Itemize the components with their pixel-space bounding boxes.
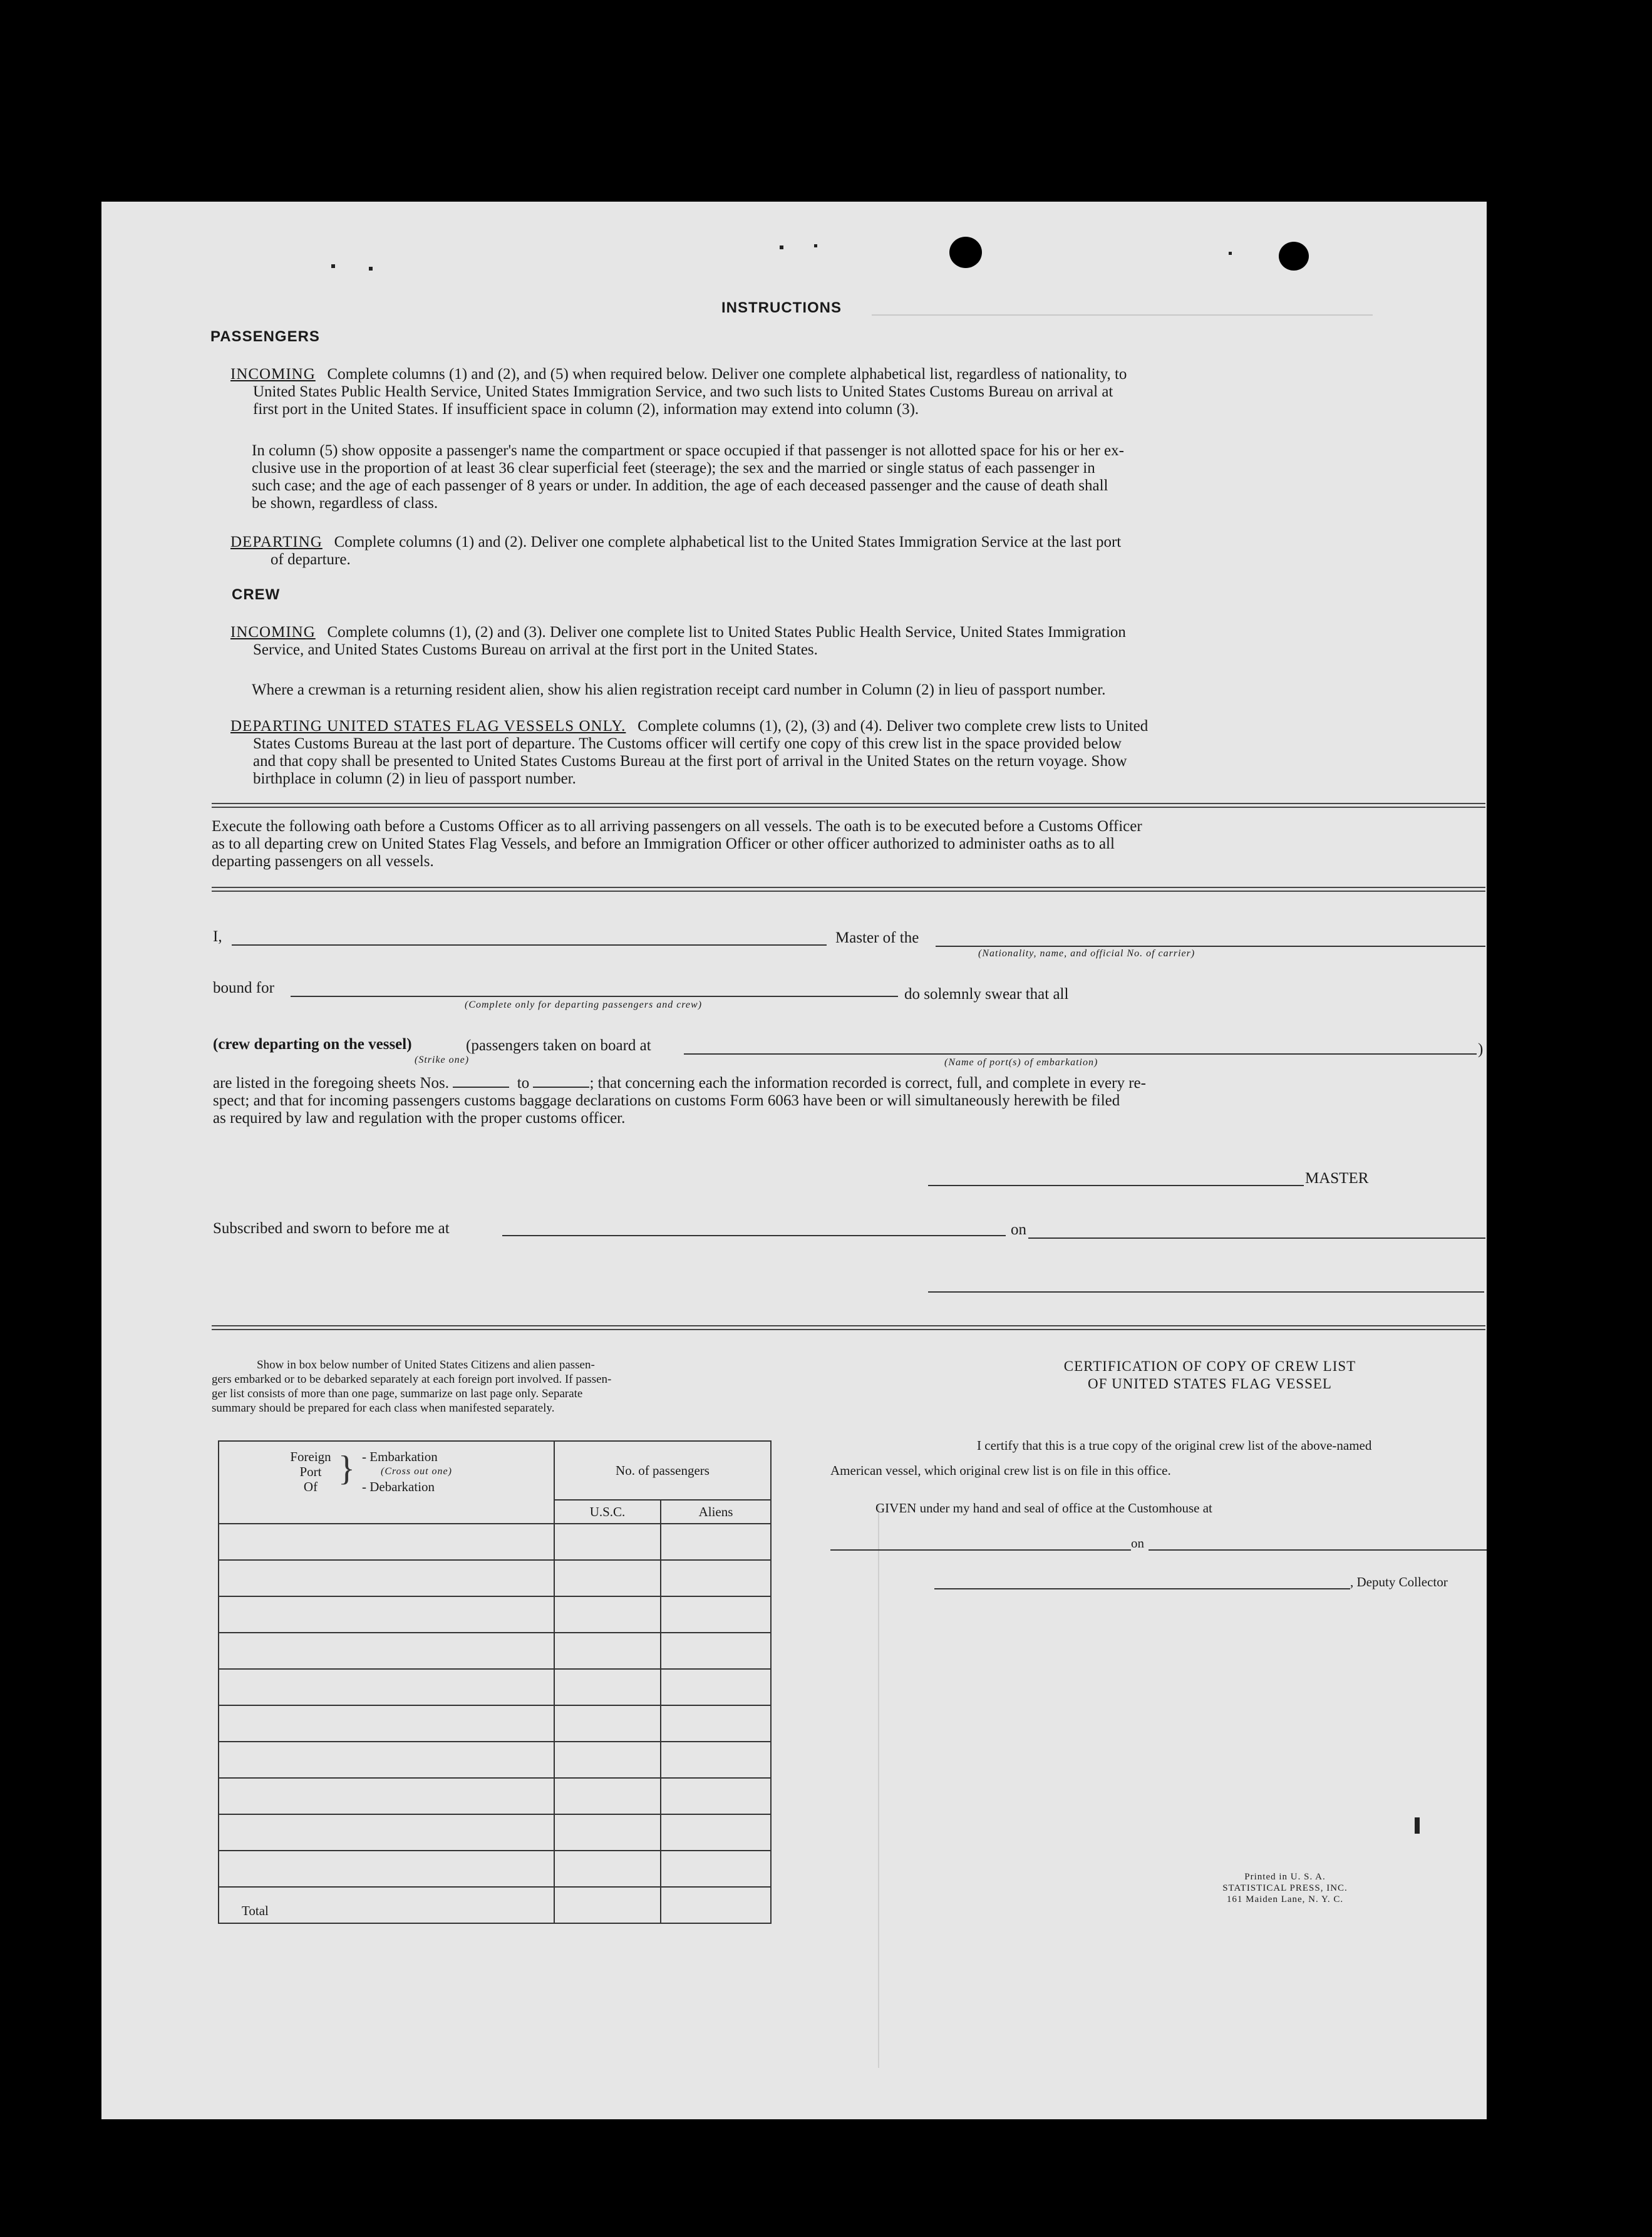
close-paren: ) <box>1478 1041 1484 1058</box>
bound-for-field[interactable] <box>291 996 898 997</box>
swear-label: do solemnly swear that all <box>904 986 1069 1003</box>
bound-for-label: bound for <box>213 979 274 996</box>
master-name-field[interactable] <box>232 944 827 946</box>
printer-imprint: Printed in U. S. A. STATISTICAL PRESS, INC. 161 Maiden Lane, N. Y. C. <box>1222 1872 1348 1904</box>
crew-departing-block: DEPARTING UNITED STATES FLAG VESSELS ONLY. Complete columns (1), (2), (3) and (4). Deliver two complete crew lists to United States Customs Bureau at the last port of departure. The Customs officer will certify one copy of this crew list in the space provided below and that copy shall be presented to United States Customs Bureau at the first port of arrival in the United States on the return voyage. Show birthplace in column (2) in lieu of passport number. <box>230 718 1149 787</box>
table-row <box>219 1633 771 1669</box>
page-title: INSTRUCTIONS <box>721 299 842 316</box>
usc-header: U.S.C. <box>554 1500 661 1524</box>
table-row <box>219 1596 771 1633</box>
table-row <box>219 1742 771 1778</box>
passenger-summary-table <box>218 1440 772 1924</box>
listed-sheets-block: are listed in the foregoing sheets Nos. to ; that concerning each the information recorded is correct, full, and complete in every re- spect; and that for incoming passengers customs baggage declarations on customs Form 6063 have been or will simultaneously herewith be filed as required by law and regulation with the proper customs officer. <box>213 1075 1146 1127</box>
table-row <box>219 1560 771 1596</box>
crew-departing-label: DEPARTING UNITED STATES FLAG VESSELS ONLY. <box>230 718 626 735</box>
certification-text: I certify that this is a true copy of the original crew list of the above-named American vessel, which original crew list is on file in this office. <box>830 1438 1372 1478</box>
passengers-column5-block: In column (5) show opposite a passenger's name the compartment or space occupied if that passenger is not allotted space for his or her ex- clusive use in the proportion of at least 36 clear superficial feet (steerage); the sex and the married or single status of each passenger in such case; and the age of each passenger of 8 years or under. In addition, the age of each deceased passenger and the cause of death shall be shown, regardless of class. <box>252 442 1124 512</box>
speck <box>331 264 335 268</box>
total-label: Total <box>219 1887 554 1923</box>
deputy-collector-label: , Deputy Collector <box>1350 1574 1448 1589</box>
master-of-the-label: Master of the <box>835 929 919 946</box>
subscribed-on-label: on <box>1011 1221 1026 1238</box>
crew-resident-alien: Where a crewman is a returning resident alien, show his alien registration receipt card number in Column (2) in lieu of passport number. <box>252 681 1106 698</box>
crew-departing-option: (crew departing on the vessel) <box>213 1036 412 1053</box>
document-page <box>101 202 1487 2119</box>
passengers-departing-block: DEPARTING Complete columns (1) and (2). Deliver one complete alphabetical list to the United States Immigration Service at the last port of departure. <box>230 534 1122 568</box>
crew-heading: CREW <box>232 586 281 603</box>
oath-intro: Execute the following oath before a Customs Officer as to all arriving passengers on all vessels. The oath is to be executed before a Customs Officer as to all departing crew on United States Flag Vessels, and before an Immigration Officer or other officer authorized to administer oaths as to all departing passengers on all vessels. <box>212 818 1142 870</box>
summary-instructions: Show in box below number of United States Citizens and alien passen- gers embarked or to be debarked separately at each foreign port involved. If passen- ger list consists of more than one page, summarize on last page only. Separate summary should be prepared for each class when manifested separately. <box>212 1358 612 1415</box>
nationality-caption: (Nationality, name, and official No. of carrier) <box>978 948 1195 959</box>
passengers-taken-option: (passengers taken on board at <box>466 1037 651 1054</box>
speck <box>814 244 817 247</box>
table-row <box>219 1814 771 1851</box>
bound-caption: (Complete only for departing passengers and crew) <box>465 1000 703 1010</box>
strike-caption: (Strike one) <box>415 1055 470 1065</box>
speck <box>1229 252 1232 255</box>
crew-incoming-block: INCOMING Complete columns (1), (2) and (3). Deliver one complete list to United States Public Health Service, United States Immigration Service, and United States Customs Bureau on arrival at the first port in the United States. <box>230 624 1126 658</box>
sheet-from-field[interactable] <box>453 1087 509 1088</box>
customhouse-field[interactable] <box>830 1549 1131 1551</box>
master-label: MASTER <box>1305 1170 1369 1187</box>
subscribed-place-field[interactable] <box>502 1235 1006 1236</box>
speck <box>369 267 373 271</box>
speck <box>780 245 783 249</box>
total-row <box>219 1887 771 1923</box>
table-row <box>219 1669 771 1705</box>
embarkation-option[interactable]: - Embarkation <box>362 1449 438 1464</box>
no-of-passengers-header: No. of passengers <box>554 1441 771 1500</box>
carrier-field[interactable] <box>936 946 1485 947</box>
foreign-port-header: Foreign Port Of } - Embarkation (Cross out one) - Debarkation <box>219 1441 554 1524</box>
sheet-to-field[interactable] <box>533 1087 589 1088</box>
passengers-heading: PASSENGERS <box>210 328 320 345</box>
ports-caption: (Name of port(s) of embarkation) <box>944 1057 1098 1068</box>
crew-incoming-label: INCOMING <box>230 624 316 641</box>
deputy-collector-signature[interactable] <box>934 1588 1350 1589</box>
master-signature-field[interactable] <box>928 1185 1304 1186</box>
subscribed-label: Subscribed and sworn to before me at <box>213 1220 450 1237</box>
punch-hole <box>949 237 982 268</box>
subscribed-date-field[interactable] <box>1028 1237 1485 1239</box>
departing-label: DEPARTING <box>230 534 323 550</box>
incoming-label: INCOMING <box>230 366 316 383</box>
passengers-incoming-block: INCOMING Complete columns (1) and (2), and (5) when required below. Deliver one complete alphabetical list, regardless of nationality, to United States Public Health Service, United States Immigration Service, and two such lists to United States Customs Bureau on arrival at first port in the United States. If insufficient space in column (2), information may extend into column (3). <box>230 366 1127 418</box>
divider <box>212 887 1485 892</box>
certification-title: CERTIFICATION OF COPY OF CREW LIST OF UNITED STATES FLAG VESSEL <box>1063 1358 1356 1392</box>
oath-i-label: I, <box>213 928 222 945</box>
table-row <box>219 1778 771 1814</box>
table-row <box>219 1705 771 1742</box>
table-row <box>219 1851 771 1887</box>
certification-given: GIVEN under my hand and seal of office at the Customhouse at <box>875 1501 1212 1516</box>
divider <box>212 803 1485 808</box>
certification-on-label: on <box>1131 1536 1144 1551</box>
table-row <box>219 1524 771 1560</box>
officer-signature-field[interactable] <box>928 1291 1484 1293</box>
certification-date-field[interactable] <box>1149 1549 1487 1551</box>
punch-hole <box>1279 242 1309 271</box>
divider <box>212 1325 1485 1330</box>
aliens-header: Aliens <box>661 1500 771 1524</box>
debarkation-option[interactable]: - Debarkation <box>362 1479 435 1494</box>
port-of-embarkation-field[interactable] <box>684 1053 1477 1055</box>
